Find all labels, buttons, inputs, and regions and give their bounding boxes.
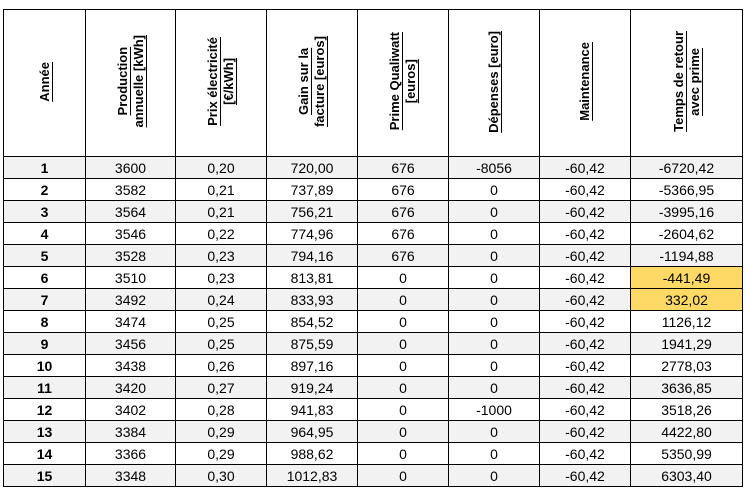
cell-year: 4	[4, 223, 86, 245]
cell-electricity-price: 0,23	[176, 245, 267, 267]
cell-electricity-price: 0,27	[176, 377, 267, 399]
cell-maintenance: -60,42	[540, 201, 631, 223]
header-cell-electricity-price	[176, 10, 267, 157]
cell-qualiwatt-bonus: 0	[358, 443, 449, 465]
cell-maintenance: -60,42	[540, 267, 631, 289]
cell-production: 3582	[86, 179, 176, 201]
cell-bill-gain: 720,00	[267, 157, 358, 179]
cell-payback: 1941,29	[631, 333, 743, 355]
payback-table	[3, 9, 743, 487]
cell-expenses: 0	[449, 421, 540, 443]
cell-payback: -3995,16	[631, 201, 743, 223]
cell-maintenance: -60,42	[540, 333, 631, 355]
cell-electricity-price: 0,25	[176, 333, 267, 355]
cell-maintenance: -60,42	[540, 465, 631, 487]
cell-expenses: -1000	[449, 399, 540, 421]
table-body	[4, 157, 743, 487]
cell-electricity-price: 0,30	[176, 465, 267, 487]
header-label: Gain sur la facture [euros]	[296, 35, 327, 128]
header-row	[4, 10, 743, 157]
header-label: Maintenance	[577, 42, 592, 121]
cell-production: 3510	[86, 267, 176, 289]
cell-expenses: 0	[449, 311, 540, 333]
cell-electricity-price: 0,24	[176, 289, 267, 311]
cell-qualiwatt-bonus: 0	[358, 333, 449, 355]
cell-production: 3456	[86, 333, 176, 355]
cell-production: 3366	[86, 443, 176, 465]
header-cell-qualiwatt-bonus	[358, 10, 449, 157]
cell-year: 10	[4, 355, 86, 377]
cell-electricity-price: 0,21	[176, 201, 267, 223]
cell-payback: -2604,62	[631, 223, 743, 245]
table-row	[4, 245, 743, 267]
cell-production: 3348	[86, 465, 176, 487]
cell-year: 11	[4, 377, 86, 399]
table-row	[4, 223, 743, 245]
cell-year: 7	[4, 289, 86, 311]
cell-maintenance: -60,42	[540, 245, 631, 267]
header-label: Prime Qualiwatt [euros]	[387, 32, 418, 131]
header-cell-payback	[631, 10, 743, 157]
cell-expenses: 0	[449, 377, 540, 399]
table-row	[4, 399, 743, 421]
cell-year: 5	[4, 245, 86, 267]
cell-maintenance: -60,42	[540, 179, 631, 201]
cell-year: 1	[4, 157, 86, 179]
cell-electricity-price: 0,29	[176, 443, 267, 465]
cell-payback: 5350,99	[631, 443, 743, 465]
cell-maintenance: -60,42	[540, 399, 631, 421]
cell-maintenance: -60,42	[540, 355, 631, 377]
table-row	[4, 179, 743, 201]
cell-bill-gain: 774,96	[267, 223, 358, 245]
cell-production: 3564	[86, 201, 176, 223]
cell-maintenance: -60,42	[540, 289, 631, 311]
cell-qualiwatt-bonus: 0	[358, 311, 449, 333]
cell-year: 15	[4, 465, 86, 487]
cell-maintenance: -60,42	[540, 443, 631, 465]
cell-production: 3420	[86, 377, 176, 399]
cell-expenses: 0	[449, 201, 540, 223]
cell-electricity-price: 0,20	[176, 157, 267, 179]
header-cell-production	[86, 10, 176, 157]
cell-production: 3474	[86, 311, 176, 333]
cell-bill-gain: 833,93	[267, 289, 358, 311]
cell-production: 3384	[86, 421, 176, 443]
cell-bill-gain: 964,95	[267, 421, 358, 443]
cell-expenses: 0	[449, 267, 540, 289]
cell-year: 3	[4, 201, 86, 223]
cell-qualiwatt-bonus: 676	[358, 179, 449, 201]
cell-payback: 1126,12	[631, 311, 743, 333]
header-cell-expenses	[449, 10, 540, 157]
table-row	[4, 355, 743, 377]
table-row	[4, 421, 743, 443]
cell-bill-gain: 813,81	[267, 267, 358, 289]
cell-qualiwatt-bonus: 676	[358, 223, 449, 245]
cell-year: 13	[4, 421, 86, 443]
cell-bill-gain: 794,16	[267, 245, 358, 267]
cell-qualiwatt-bonus: 0	[358, 289, 449, 311]
cell-electricity-price: 0,23	[176, 267, 267, 289]
cell-qualiwatt-bonus: 0	[358, 377, 449, 399]
cell-bill-gain: 941,83	[267, 399, 358, 421]
cell-bill-gain: 875,59	[267, 333, 358, 355]
cell-qualiwatt-bonus: 0	[358, 399, 449, 421]
cell-expenses: 0	[449, 465, 540, 487]
cell-year: 6	[4, 267, 86, 289]
cell-payback: -1194,88	[631, 245, 743, 267]
header-cell-maintenance	[540, 10, 631, 157]
cell-expenses: 0	[449, 179, 540, 201]
cell-expenses: 0	[449, 289, 540, 311]
cell-qualiwatt-bonus: 676	[358, 245, 449, 267]
cell-bill-gain: 737,89	[267, 179, 358, 201]
cell-year: 14	[4, 443, 86, 465]
cell-expenses: -8056	[449, 157, 540, 179]
cell-expenses: 0	[449, 443, 540, 465]
table-row	[4, 443, 743, 465]
cell-qualiwatt-bonus: 0	[358, 465, 449, 487]
cell-payback: -441,49	[631, 267, 743, 289]
cell-production: 3402	[86, 399, 176, 421]
cell-qualiwatt-bonus: 0	[358, 355, 449, 377]
header-label: Année	[36, 61, 52, 102]
header-label: Production annuelle [kWh]	[114, 35, 146, 128]
cell-electricity-price: 0,26	[176, 355, 267, 377]
header-cell-year	[4, 10, 86, 157]
cell-maintenance: -60,42	[540, 377, 631, 399]
table-row	[4, 201, 743, 223]
cell-payback: 4422,80	[631, 421, 743, 443]
cell-electricity-price: 0,21	[176, 179, 267, 201]
cell-year: 2	[4, 179, 86, 201]
table-row	[4, 465, 743, 487]
cell-production: 3492	[86, 289, 176, 311]
table-row	[4, 311, 743, 333]
header-label: Temps de retour avec prime	[670, 31, 702, 132]
cell-payback: -6720,42	[631, 157, 743, 179]
cell-year: 9	[4, 333, 86, 355]
cell-production: 3438	[86, 355, 176, 377]
header-cell-bill-gain	[267, 10, 358, 157]
table-row	[4, 157, 743, 179]
cell-year: 12	[4, 399, 86, 421]
cell-bill-gain: 1012,83	[267, 465, 358, 487]
cell-electricity-price: 0,28	[176, 399, 267, 421]
table-row	[4, 333, 743, 355]
cell-production: 3546	[86, 223, 176, 245]
cell-maintenance: -60,42	[540, 157, 631, 179]
cell-bill-gain: 988,62	[267, 443, 358, 465]
cell-bill-gain: 756,21	[267, 201, 358, 223]
cell-expenses: 0	[449, 355, 540, 377]
cell-payback: 332,02	[631, 289, 743, 311]
cell-production: 3600	[86, 157, 176, 179]
cell-maintenance: -60,42	[540, 421, 631, 443]
header-label: Dépenses [euro]	[486, 30, 501, 133]
cell-qualiwatt-bonus: 676	[358, 157, 449, 179]
cell-bill-gain: 854,52	[267, 311, 358, 333]
cell-year: 8	[4, 311, 86, 333]
cell-electricity-price: 0,22	[176, 223, 267, 245]
cell-expenses: 0	[449, 333, 540, 355]
cell-bill-gain: 919,24	[267, 377, 358, 399]
header-label: Prix électricité [€/kWh]	[205, 37, 236, 126]
cell-payback: 3518,26	[631, 399, 743, 421]
cell-payback: 2778,03	[631, 355, 743, 377]
table-row	[4, 377, 743, 399]
cell-expenses: 0	[449, 223, 540, 245]
cell-bill-gain: 897,16	[267, 355, 358, 377]
cell-electricity-price: 0,25	[176, 311, 267, 333]
table-row	[4, 267, 743, 289]
cell-maintenance: -60,42	[540, 311, 631, 333]
cell-payback: -5366,95	[631, 179, 743, 201]
cell-maintenance: -60,42	[540, 223, 631, 245]
cell-production: 3528	[86, 245, 176, 267]
cell-qualiwatt-bonus: 676	[358, 201, 449, 223]
cell-qualiwatt-bonus: 0	[358, 421, 449, 443]
cell-payback: 3636,85	[631, 377, 743, 399]
cell-payback: 6303,40	[631, 465, 743, 487]
table-row	[4, 289, 743, 311]
cell-qualiwatt-bonus: 0	[358, 267, 449, 289]
cell-expenses: 0	[449, 245, 540, 267]
cell-electricity-price: 0,29	[176, 421, 267, 443]
